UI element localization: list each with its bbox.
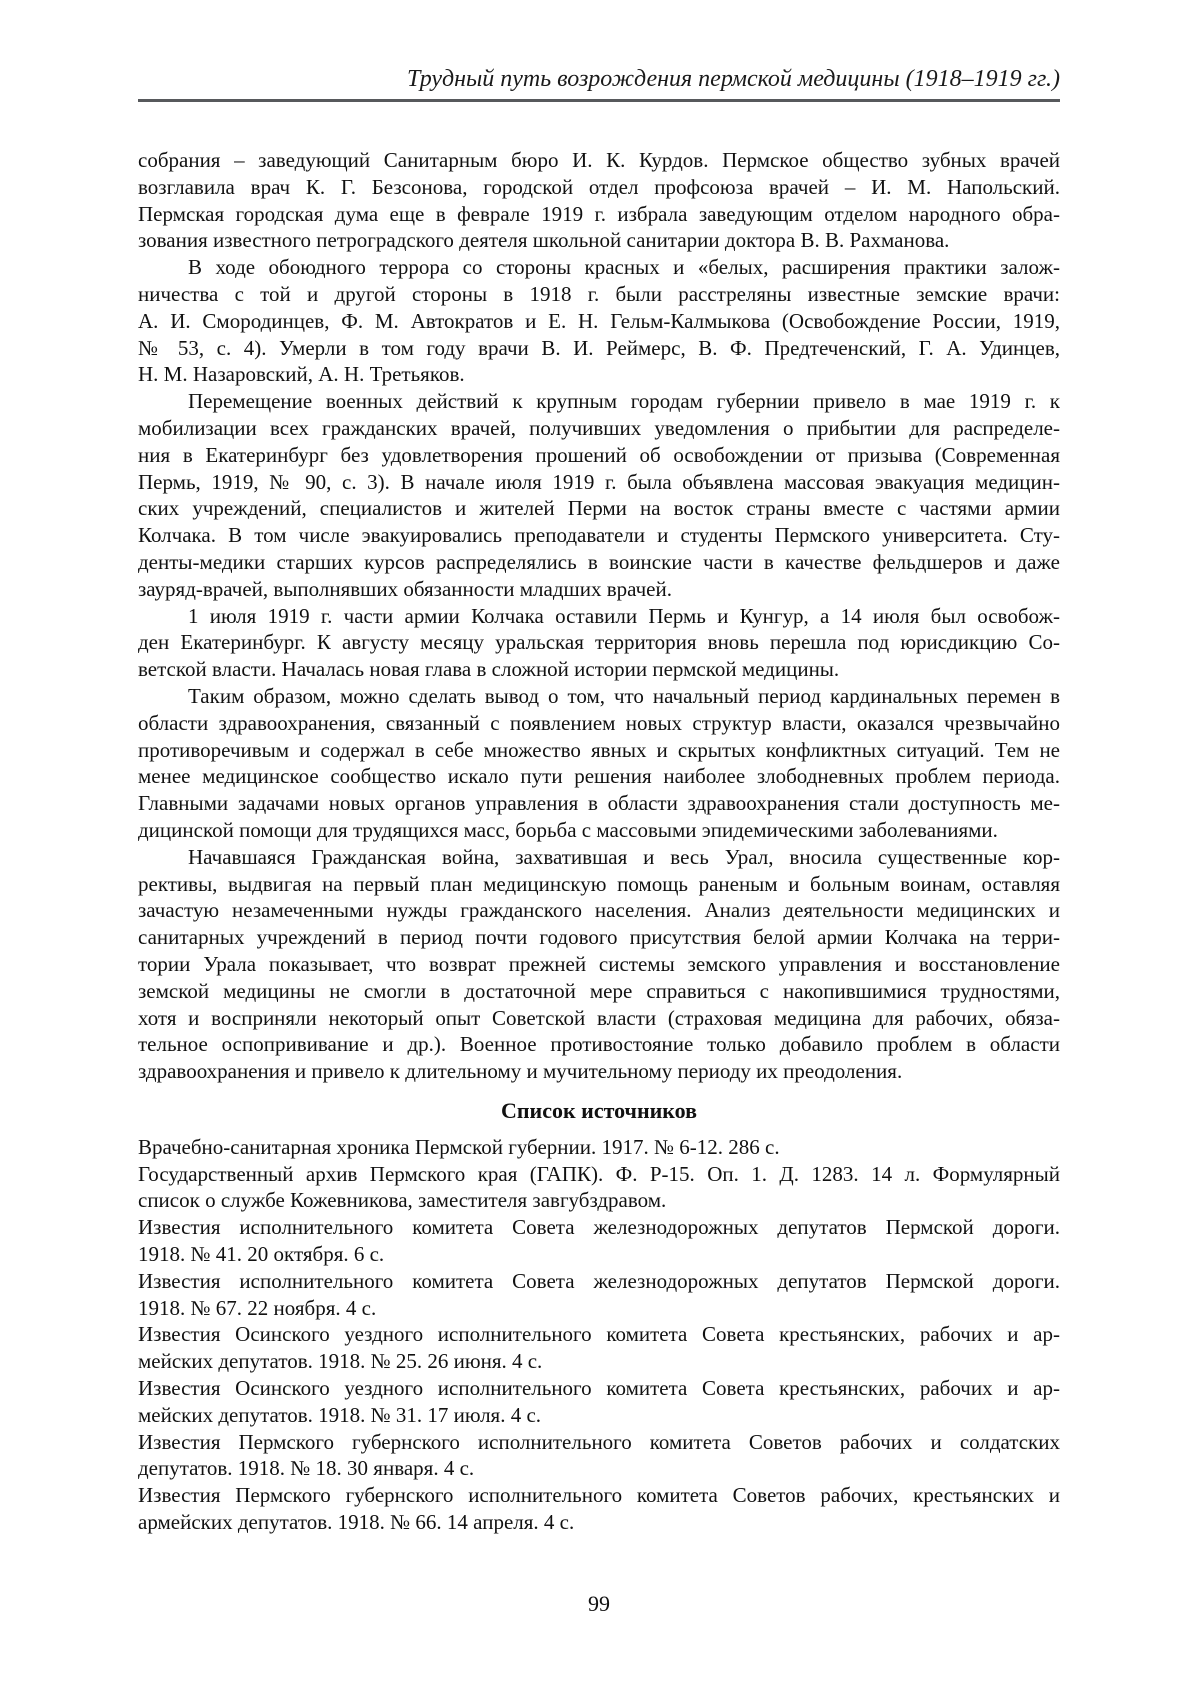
text-line: ния в Екатеринбург без удовлетворения прошений об освобождении от призыва (Современная [138,442,1060,467]
sources-list [138,1134,1060,1536]
text-line: список о службе Кожевникова, заместителя завгубздравом. [138,1188,667,1213]
text-line: Известия исполнительного комитета Совета железнодорожных депутатов Пермской дороги. [138,1215,1060,1240]
text-line: противоречивым и содержал в себе множество явных и скрытых конфликтных ситуаций. Тем не [138,737,1060,762]
text-line: Н. М. Назаровский, А. Н. Третьяков. [138,362,465,387]
text-line: № 53, с. 4). Умерли в том году врачи В. И. Реймерс, В. Ф. Предтеченский, Г. А. Удинцев, [138,335,1060,360]
paragraph [138,603,1060,683]
paragraph [138,683,1060,844]
header-rule [138,99,1060,102]
text-line: зования известного петроградского деятеля школьной санитарии доктора В. В. Рахманова. [138,228,950,253]
text-line: дицинской помощи для трудящихся масс, борьба с массовыми эпидемическими заболеваниями. [138,817,998,842]
text-line: Начавшаяся Гражданская война, захватившая и весь Урал, вносила существенные кор- [188,844,1060,869]
text-line: Пермская городская дума еще в феврале 1919 г. избрала заведующим отделом народного обра- [138,201,1060,226]
text-line: здравоохранения и привело к длительному и мучительному периоду их преодоления. [138,1059,903,1084]
text-line: тории Урала показывает, что возврат прежней системы земского управления и восстановление [138,951,1060,976]
text-line: Государственный архив Пермского края (ГАПК). Ф. Р-15. Оп. 1. Д. 1283. 14 л. Формулярный [138,1161,1060,1186]
text-line: области здравоохранения, связанный с появлением новых структур власти, оказался чрезвычайно [138,710,1060,735]
text-line: Врачебно-санитарная хроника Пермской губернии. 1917. № 6-12. 286 с. [138,1134,780,1159]
text-line: 1 июля 1919 г. части армии Колчака оставили Пермь и Кунгур, а 14 июля был освобож- [188,603,1060,628]
text-line: земской медицины не смогли в достаточной мере справиться с накопившимися трудностями, [138,978,1060,1003]
text-line: Известия Осинского уездного исполнительного комитета Совета крестьянских, рабочих и ар- [138,1322,1060,1347]
text-line: мейских депутатов. 1918. № 31. 17 июля. 4 с. [138,1402,542,1427]
text-line: хотя и восприняли некоторый опыт Советской власти (страховая медицина для рабочих, обяза- [138,1005,1060,1030]
text-line: зауряд-врачей, выполнявших обязанности младших врачей. [138,576,672,601]
text-line: 1918. № 67. 22 ноября. 4 с. [138,1295,377,1320]
source-entry [138,1268,1060,1322]
paragraph [138,388,1060,602]
text-line: Главными задачами новых органов управления в области здравоохранения стали доступность ме- [138,791,1060,816]
text-line: Колчака. В том числе эвакуировались преподаватели и студенты Пермского университета. Сту- [138,523,1060,548]
text-line: А. И. Смородинцев, Ф. М. Автократов и Е. Н. Гельм-Калмыкова (Освобождение России, 1919, [138,308,1060,333]
paragraph [138,254,1060,388]
source-entry [138,1321,1060,1375]
page-content [138,0,1060,1617]
text-line: Известия Пермского губернского исполнительного комитета Советов рабочих, крестьянских и [138,1483,1060,1508]
source-entry [138,1214,1060,1268]
running-head-title: Трудный путь возрождения пермской медицины (1918–1919 гг.) [406,66,1060,92]
text-line: менее медицинское сообщество искало пути решения наиболее злободневных проблем периода. [138,764,1060,789]
text-line: мейских депутатов. 1918. № 25. 26 июня. 4 с. [138,1349,543,1374]
text-line: Известия Осинского уездного исполнительного комитета Совета крестьянских, рабочих и ар- [138,1376,1060,1401]
source-entry [138,1482,1060,1536]
page-number: 99 [588,1590,610,1616]
text-line: Пермь, 1919, № 90, с. 3). В начале июля 1919 г. была объявлена массовая эвакуация медицин- [138,469,1060,494]
text-line: ветской власти. Началась новая глава в сложной истории пермской медицины. [138,657,840,682]
text-line: армейских депутатов. 1918. № 66. 14 апреля. 4 с. [138,1510,575,1535]
text-line: Перемещение военных действий к крупным городам губернии привело в мае 1919 г. к [188,389,1060,414]
text-line: рективы, выдвигая на первый план медицинскую помощь раненым и больным воинам, оставляя [138,871,1060,896]
text-line: тельное оспопрививание и др.). Военное противостояние только добавило проблем в области [138,1032,1060,1057]
text-line: депутатов. 1918. № 18. 30 января. 4 с. [138,1456,475,1481]
text-line: денты-медики старших курсов распределялись в воинские части в качестве фельдшеров и даже [138,549,1060,574]
article-body [138,147,1060,1085]
text-line: ден Екатеринбург. К августу месяцу уральская территория вновь перешла под юрисдикцию Со- [138,630,1060,655]
source-entry [138,1375,1060,1429]
source-entry [138,1134,1060,1161]
paragraph [138,844,1060,1085]
sources-heading: Список источников [500,1097,698,1123]
text-line: собрания – заведующий Санитарным бюро И. К. Курдов. Пермское общество зубных врачей [138,148,1060,172]
text-line: зачастую незамеченными нужды гражданского населения. Анализ деятельности медицинских и [138,898,1060,923]
text-line: В ходе обоюдного террора со стороны красных и «белых, расширения практики залож- [188,255,1060,280]
text-line: ничества с той и другой стороны в 1918 г. были расстреляны известные земские врачи: [138,281,1060,306]
text-line: 1918. № 41. 20 октября. 6 с. [138,1242,385,1267]
text-line: возглавила врач К. Г. Безсонова, городской отдел профсоюза врачей – И. М. Напольский. [138,174,1060,199]
text-line: мобилизации всех гражданских врачей, получивших уведомления о прибытии для распределе- [138,415,1060,440]
text-line: санитарных учреждений в период почти годового присутствия белой армии Колчака на терри- [138,925,1060,950]
paragraph [138,147,1060,254]
text-line: Таким образом, можно сделать вывод о том, что начальный период кардинальных перемен в [188,683,1060,708]
text-line: Известия исполнительного комитета Совета железнодорожных депутатов Пермской дороги. [138,1268,1060,1293]
source-entry [138,1429,1060,1483]
text-line: ских учреждений, специалистов и жителей Перми на восток страны вместе с частями армии [138,496,1060,521]
source-entry [138,1161,1060,1215]
text-line: Известия Пермского губернского исполнительного комитета Советов рабочих и солдатских [138,1429,1060,1454]
